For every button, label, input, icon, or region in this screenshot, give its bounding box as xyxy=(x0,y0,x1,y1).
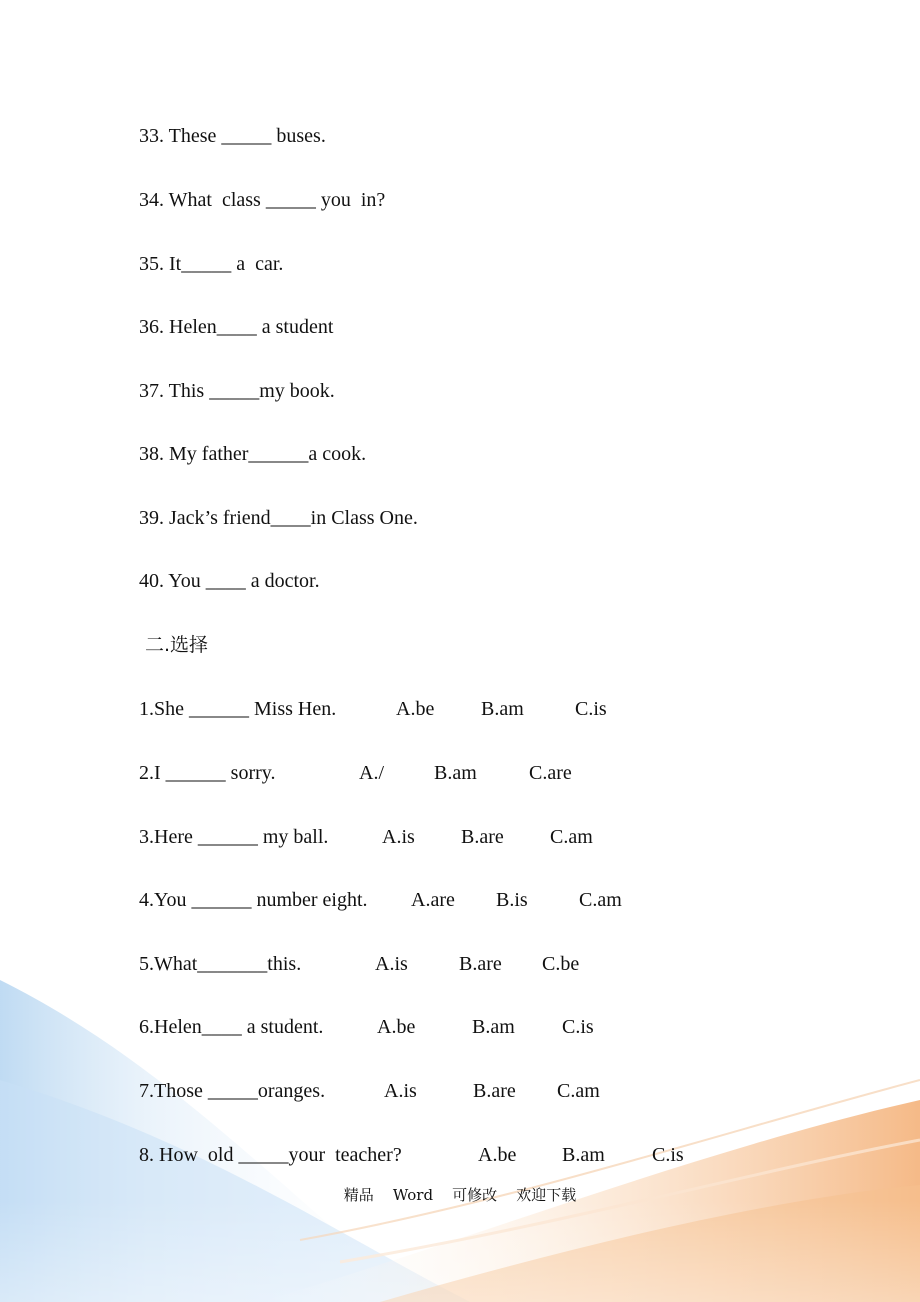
fill-item-37: 37. This _____my book. xyxy=(139,380,335,402)
option-c: C.is xyxy=(575,698,607,720)
option-a: A./ xyxy=(359,762,384,784)
option-c: C.am xyxy=(557,1080,600,1102)
option-b: B.are xyxy=(473,1080,516,1102)
option-c: C.am xyxy=(550,826,593,848)
choice-stem: 4.You ______ number eight. xyxy=(139,889,368,911)
option-a: A.be xyxy=(377,1016,416,1038)
choice-stem: 5.What_______this. xyxy=(139,953,302,975)
choice-stem: 3.Here ______ my ball. xyxy=(139,826,329,848)
option-b: B.am xyxy=(481,698,524,720)
option-b: B.are xyxy=(459,953,502,975)
option-c: C.am xyxy=(579,889,622,911)
fill-item-38: 38. My father______a cook. xyxy=(139,443,367,465)
option-b: B.am xyxy=(472,1016,515,1038)
choice-stem: 1.She ______ Miss Hen. xyxy=(139,698,337,720)
option-a: A.be xyxy=(396,698,435,720)
option-b: B.am xyxy=(562,1144,605,1166)
section-heading: 二.选择 xyxy=(145,634,209,656)
fill-item-35: 35. It_____ a car. xyxy=(139,253,284,275)
choice-stem: 2.I ______ sorry. xyxy=(139,762,276,784)
choice-stem: 7.Those _____oranges. xyxy=(139,1080,326,1102)
fill-item-36: 36. Helen____ a student xyxy=(139,316,334,338)
option-a: A.is xyxy=(384,1080,417,1102)
option-b: B.am xyxy=(434,762,477,784)
fill-item-33: 33. These _____ buses. xyxy=(139,125,326,147)
option-a: A.is xyxy=(382,826,415,848)
option-a: A.is xyxy=(375,953,408,975)
page-footer: 精品 Word 可修改 欢迎下载 xyxy=(343,1186,577,1204)
option-b: B.is xyxy=(496,889,528,911)
fill-item-39: 39. Jack’s friend____in Class One. xyxy=(139,507,418,529)
option-b: B.are xyxy=(461,826,504,848)
option-a: A.are xyxy=(411,889,455,911)
choice-stem: 6.Helen____ a student. xyxy=(139,1016,324,1038)
option-a: A.be xyxy=(478,1144,517,1166)
option-c: C.be xyxy=(542,953,580,975)
option-c: C.are xyxy=(529,762,572,784)
fill-item-40: 40. You ____ a doctor. xyxy=(139,570,320,592)
choice-stem: 8. How old _____your teacher? xyxy=(139,1144,402,1166)
option-c: C.is xyxy=(562,1016,594,1038)
fill-item-34: 34. What class _____ you in? xyxy=(139,189,386,211)
option-c: C.is xyxy=(652,1144,684,1166)
